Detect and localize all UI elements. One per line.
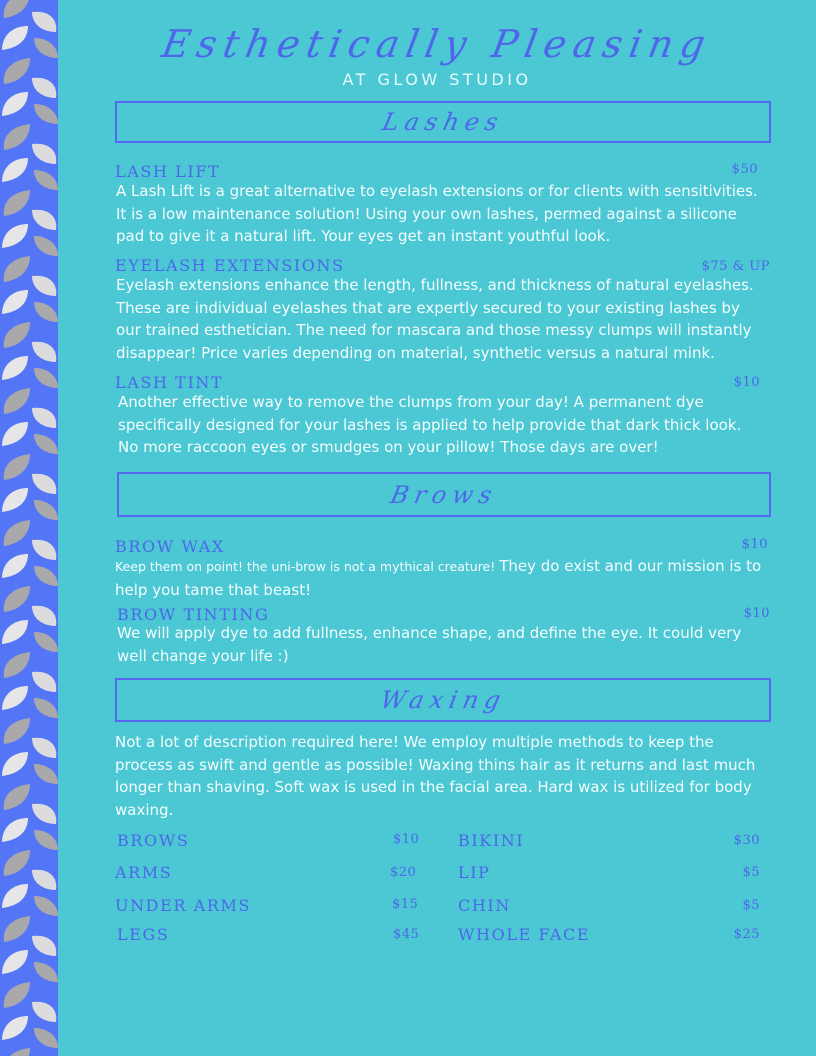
waxing-price-bikini: $30 — [733, 833, 760, 848]
service-price-brow-wax: $10 — [741, 537, 768, 552]
section-header-waxing — [115, 678, 771, 722]
service-price-lash-tint: $10 — [733, 375, 760, 390]
waxing-price-lip: $5 — [742, 865, 760, 880]
service-description-lash-lift: A Lash Lift is a great alternative to eyelash extensions or for clients with sensitivities. It is a low maintenance solution! Using your own lashes, permed against a silicone pad to give it a natural lift. Your eyes get an instant youthful look. — [116, 182, 758, 245]
waxing-item-chin: CHIN — [458, 896, 511, 915]
page-title: Esthetically Pleasing — [158, 22, 716, 66]
waxing-price-brows: $10 — [393, 832, 420, 847]
leaf-pattern-border — [0, 0, 58, 1056]
waxing-item-lip: LIP — [458, 863, 491, 882]
service-description-brow-tinting: We will apply dye to add fullness, enhance shape, and define the eye. It could very well change your life :) — [117, 624, 742, 665]
section-title-lashes: Lashes — [379, 108, 507, 136]
service-name-lash-lift: LASH LIFT — [115, 162, 221, 181]
waxing-item-whole-face: WHOLE FACE — [458, 925, 591, 944]
waxing-item-under-arms: UNDER ARMS — [115, 896, 252, 915]
service-description-brow-wax — [115, 555, 765, 601]
service-price-lash-lift: $50 — [731, 162, 758, 177]
waxing-item-legs: LEGS — [117, 925, 170, 944]
brow-wax-description-main: They do exist and our mission is to help you tame that beast! — [115, 557, 762, 599]
section-title-waxing: Waxing — [377, 686, 509, 714]
service-name-eyelash-extensions: EYELASH EXTENSIONS — [115, 256, 345, 275]
waxing-item-bikini: BIKINI — [458, 831, 525, 850]
service-price-eyelash-extensions: $75 & UP — [701, 259, 770, 274]
section-header-lashes — [115, 101, 771, 143]
leaf-pattern-icon — [0, 0, 58, 1056]
service-price-brow-tinting: $10 — [743, 606, 770, 621]
waxing-price-whole-face: $25 — [733, 927, 760, 942]
service-name-brow-wax: BROW WAX — [115, 537, 225, 556]
waxing-item-brows: BROWS — [117, 831, 190, 850]
waxing-item-arms: ARMS — [115, 863, 173, 882]
service-name-brow-tinting: BROW TINTING — [117, 605, 270, 624]
service-description-eyelash-extensions: Eyelash extensions enhance the length, fullness, and thickness of natural eyelashes. These are individual eyelashes that are expertly secured to your existing lashes by our trained esthetician. The need for mascara and those messy clumps will instantly disappear! Price varies depending on material, synthetic versus a natural mink. — [116, 276, 754, 362]
waxing-description: Not a lot of description required here! We employ multiple methods to keep the process as swift and gentle as possible! Waxing thins hair as it returns and last much longer than shaving. Soft wax is used in the facial area. Hard wax is utilized for body waxing. — [115, 733, 756, 819]
brow-wax-description-intro: Keep them on point! the uni-brow is not a mythical creature! — [115, 559, 500, 574]
page-subtitle: AT GLOW STUDIO — [342, 70, 532, 89]
waxing-price-arms: $20 — [390, 865, 417, 880]
section-title-brows: Brows — [387, 480, 501, 509]
section-header-brows — [117, 472, 771, 517]
waxing-price-chin: $5 — [742, 898, 760, 913]
service-name-lash-tint: LASH TINT — [115, 373, 224, 392]
service-description-lash-tint: Another effective way to remove the clumps from your day! A permanent dye specifically designed for your lashes is applied to help provide that dark thick look. No more raccoon eyes or smudges on your pillow! Those days are over! — [118, 393, 742, 456]
waxing-price-legs: $45 — [393, 927, 420, 942]
waxing-price-under-arms: $15 — [392, 897, 419, 912]
